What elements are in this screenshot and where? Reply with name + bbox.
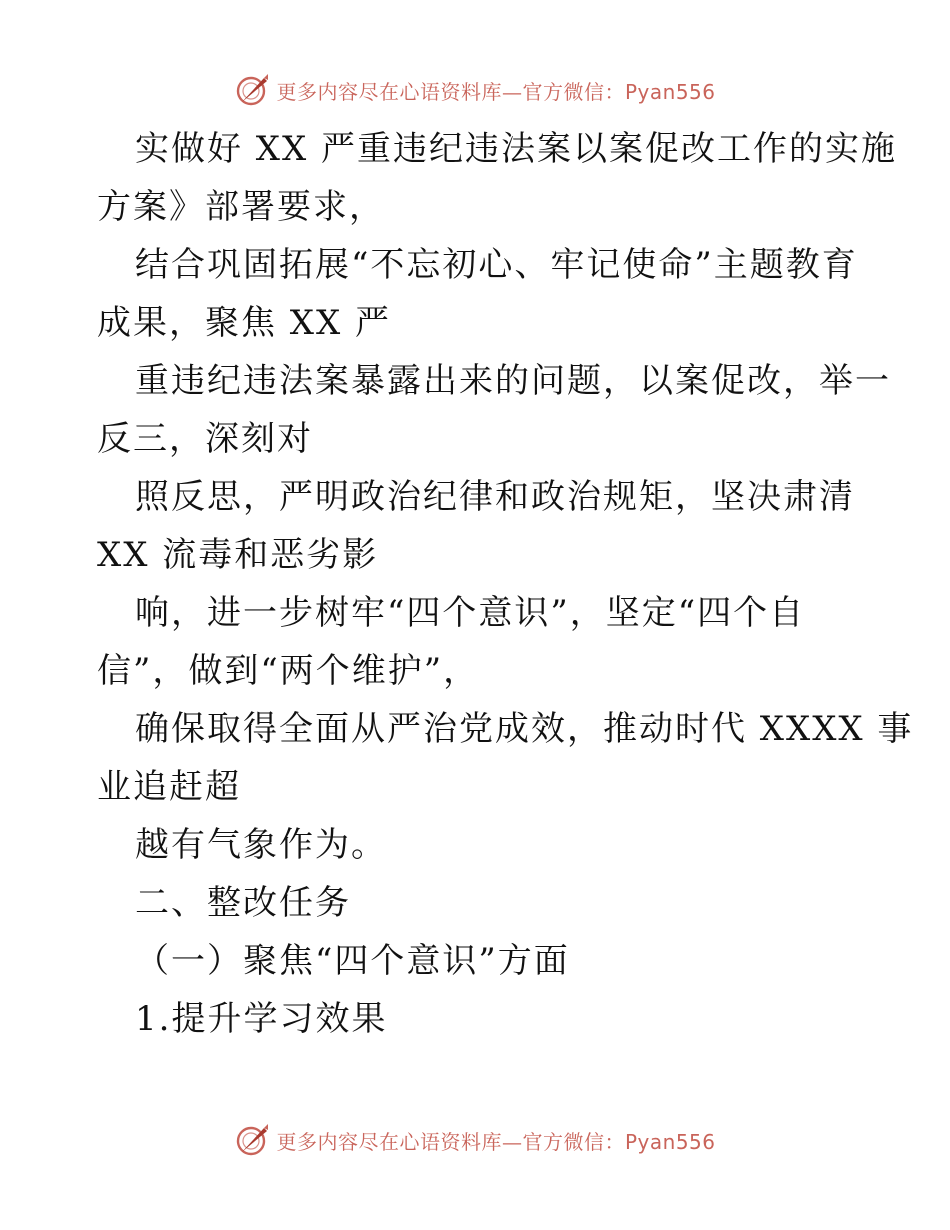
text-line: 方案》部署要求， bbox=[97, 187, 385, 227]
quill-logo-icon bbox=[234, 1122, 270, 1158]
text-line: 实做好 XX 严重违纪违法案以案促改工作的实施 bbox=[135, 129, 898, 169]
watermark-text: 更多内容尽在心语资料库—官方微信：Pyan556 bbox=[276, 79, 716, 104]
text-line: 二、整改任务 bbox=[135, 883, 351, 923]
paragraph-lines bbox=[97, 120, 914, 1048]
text-line: XX 流毒和恶劣影 bbox=[97, 535, 379, 575]
text-line: 确保取得全面从严治党成效，推动时代 XXXX 事 bbox=[135, 709, 914, 749]
text-line: 照反思，严明政治纪律和政治规矩，坚决肃清 bbox=[135, 477, 855, 517]
footer-watermark bbox=[0, 1120, 950, 1160]
text-line: 响，进一步树牢“四个意识”，坚定“四个自 bbox=[135, 593, 806, 633]
text-line: 反三，深刻对 bbox=[97, 419, 313, 459]
watermark-text: 更多内容尽在心语资料库—官方微信：Pyan556 bbox=[276, 1129, 716, 1154]
text-line: 重违纪违法案暴露出来的问题，以案促改，举一 bbox=[135, 361, 891, 401]
text-line: 业追赶超 bbox=[97, 767, 241, 807]
header-watermark bbox=[0, 70, 950, 110]
text-line: 1.提升学习效果 bbox=[135, 999, 388, 1039]
text-line: 成果，聚焦 XX 严 bbox=[97, 303, 392, 343]
quill-logo-icon bbox=[234, 72, 270, 108]
text-line: 结合巩固拓展“不忘初心、牢记使命”主题教育 bbox=[135, 245, 858, 285]
document-body bbox=[97, 120, 914, 1048]
text-line: 信”，做到“两个维护”， bbox=[97, 651, 480, 691]
text-line: （一）聚焦“四个意识”方面 bbox=[135, 941, 570, 981]
text-line: 越有气象作为。 bbox=[135, 825, 387, 865]
